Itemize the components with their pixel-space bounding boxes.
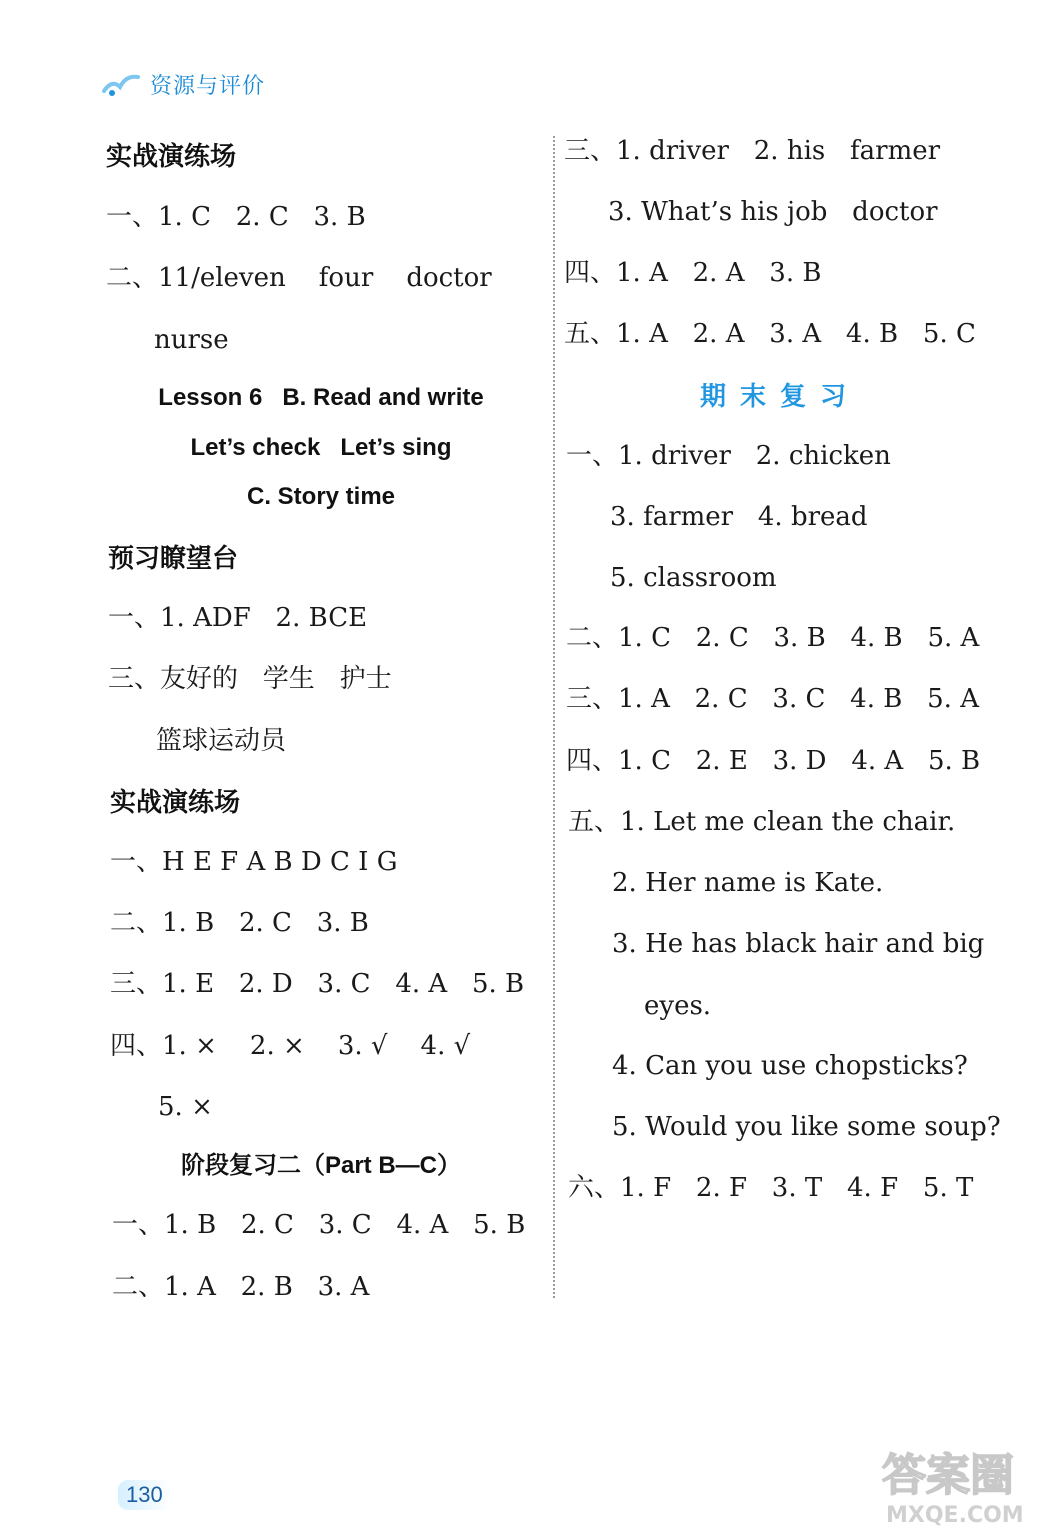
answer-line: 4. Can you use chopsticks?: [612, 1051, 968, 1081]
section-heading: 实战演练场: [110, 788, 241, 818]
lesson-heading: 阶段复习二（Part B—C）: [180, 1152, 462, 1179]
answer-line: 三、1. E 2. D 3. C 4. A 5. B: [110, 969, 525, 999]
lesson-heading: Let’s check Let’s sing: [190, 434, 452, 461]
answer-line: 5. ×: [158, 1092, 213, 1122]
answer-line: 二、1. B 2. C 3. B: [110, 908, 369, 938]
lesson-heading: Lesson 6 B. Read and write: [158, 384, 484, 411]
answer-line: 二、1. C 2. C 3. B 4. B 5. A: [566, 623, 980, 653]
answer-line: 2. Her name is Kate.: [612, 868, 884, 898]
answer-line: eyes.: [644, 991, 712, 1021]
header-title: 资源与评价: [150, 73, 266, 99]
answer-line: 一、1. ADF 2. BCE: [108, 603, 368, 633]
lesson-heading: C. Story time: [246, 483, 396, 510]
answer-line: 二、1. A 2. B 3. A: [112, 1272, 370, 1302]
answer-line: 三、友好的 学生 护士: [108, 664, 392, 694]
exam-review-heading: 期末复习: [700, 382, 861, 412]
answer-line: 一、H E F A B D C I G: [110, 847, 398, 877]
answer-line: 5. Would you like some soup?: [612, 1112, 1001, 1142]
answer-line: 四、1. A 2. A 3. B: [564, 258, 822, 288]
column-divider: [553, 136, 555, 1298]
answer-line: 一、1. driver 2. chicken: [566, 441, 891, 471]
watermark-logo: [872, 1440, 1042, 1530]
answer-line: 篮球运动员: [156, 726, 287, 756]
answer-line: 五、1. A 2. A 3. A 4. B 5. C: [564, 319, 976, 349]
watermark-url: MXQE.COM: [886, 1503, 1024, 1528]
brush-icon: [102, 69, 142, 99]
answer-line: 六、1. F 2. F 3. T 4. F 5. T: [568, 1173, 974, 1203]
answer-line: 五、1. Let me clean the chair.: [568, 807, 956, 837]
page-number: 130: [118, 1480, 171, 1510]
answer-line: 四、1. × 2. × 3. √ 4. √: [110, 1031, 471, 1061]
answer-line: 三、1. driver 2. his farmer: [564, 136, 941, 166]
watermark-text: 答案圈: [882, 1450, 1014, 1501]
answer-line: 一、1. C 2. C 3. B: [106, 202, 366, 232]
answer-line: nurse: [154, 325, 229, 355]
section-heading: 实战演练场: [106, 142, 237, 172]
answer-line: 5. classroom: [610, 563, 777, 593]
answer-line: 三、1. A 2. C 3. C 4. B 5. A: [566, 684, 979, 714]
section-heading: 预习瞭望台: [108, 544, 239, 574]
answer-line: 3. What’s his job doctor: [608, 197, 938, 227]
answer-line: 3. farmer 4. bread: [610, 502, 868, 532]
page-header: [102, 64, 265, 104]
answer-line: 四、1. C 2. E 3. D 4. A 5. B: [566, 746, 981, 776]
answer-line: 二、11/eleven four doctor: [106, 263, 492, 293]
answer-line: 一、1. B 2. C 3. C 4. A 5. B: [112, 1210, 526, 1240]
answer-line: 3. He has black hair and big: [612, 929, 985, 959]
